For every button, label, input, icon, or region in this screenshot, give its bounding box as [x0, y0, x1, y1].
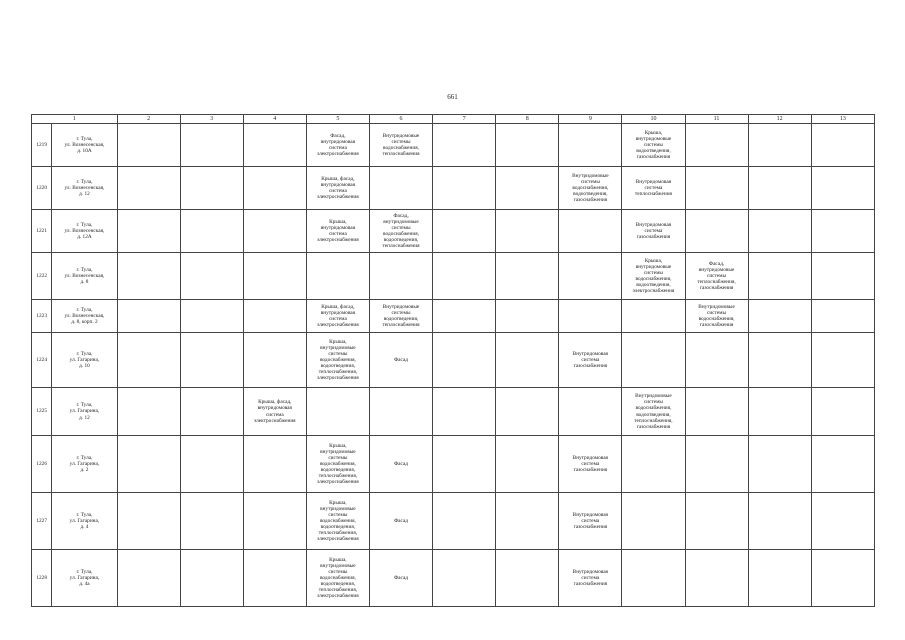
work-cell-col-13	[811, 550, 874, 607]
work-cell-col-7	[433, 300, 496, 333]
work-cell-col-9	[559, 124, 622, 167]
work-cell-col-10	[622, 300, 685, 333]
work-cell-col-8	[496, 436, 559, 493]
work-cell-col-4	[243, 210, 306, 253]
work-cell-col-12	[748, 167, 811, 210]
work-cell-col-8	[496, 253, 559, 300]
work-cell-col-8	[496, 124, 559, 167]
work-cell-col-9: Внутридомовая система газоснабжения	[559, 493, 622, 550]
work-cell-col-11: Внутридомовые системы водоснабжения, газоснабжения	[685, 300, 748, 333]
work-cell-col-12	[748, 550, 811, 607]
work-cell-col-2	[117, 436, 180, 493]
work-cell-col-13	[811, 253, 874, 300]
work-cell-col-8	[496, 333, 559, 388]
row-number: 1225	[32, 388, 52, 436]
work-cell-col-9: Внутридомовые системы водоснабжения, водоотведения, газоснабжения	[559, 167, 622, 210]
work-cell-col-3	[180, 300, 243, 333]
row-number: 1219	[32, 124, 52, 167]
address-cell: г. Тула, ул. Гагарина, д. 4	[52, 493, 117, 550]
address-cell: г. Тула, ул. Гагарина, д. 10	[52, 333, 117, 388]
work-cell-col-5: Крыша, внутридомовые системы водоснабжения, водоотведения, теплоснабжения, электроснабжения	[306, 436, 369, 493]
work-cell-col-13	[811, 124, 874, 167]
work-cell-col-12	[748, 493, 811, 550]
column-header-12: 12	[748, 115, 811, 124]
work-cell-col-2	[117, 493, 180, 550]
work-cell-col-7	[433, 493, 496, 550]
row-number: 1226	[32, 436, 52, 493]
work-cell-col-2	[117, 253, 180, 300]
work-cell-col-2	[117, 300, 180, 333]
work-cell-col-2	[117, 388, 180, 436]
address-cell: г. Тула, ул. Гагарина, д. 4а	[52, 550, 117, 607]
work-cell-col-4	[243, 253, 306, 300]
work-cell-col-10	[622, 333, 685, 388]
address-cell: г. Тула, ул. Гагарина, д. 12	[52, 388, 117, 436]
column-header-4: 4	[243, 115, 306, 124]
address-cell: г. Тула, ул. Вознесенская, д. 12	[52, 167, 117, 210]
work-cell-col-6	[369, 388, 432, 436]
work-cell-col-13	[811, 388, 874, 436]
table-row	[32, 253, 875, 300]
work-cell-col-2	[117, 210, 180, 253]
work-cell-col-4	[243, 550, 306, 607]
work-cell-col-2	[117, 124, 180, 167]
work-cell-col-5: Крыша, внутридомовая система электроснабжения	[306, 210, 369, 253]
work-cell-col-4	[243, 436, 306, 493]
work-cell-col-9: Внутридомовая система газоснабжения	[559, 550, 622, 607]
column-header-2: 2	[117, 115, 180, 124]
work-cell-col-12	[748, 210, 811, 253]
work-cell-col-12	[748, 388, 811, 436]
work-cell-col-6	[369, 167, 432, 210]
column-header-1: 1	[32, 115, 118, 124]
work-cell-col-5: Фасад, внутридомовая система электроснабжения	[306, 124, 369, 167]
work-cell-col-6	[369, 253, 432, 300]
work-cell-col-10: Крыша, внутридомовые системы водоснабжения, водоотведения, электроснабжения	[622, 253, 685, 300]
work-cell-col-7	[433, 550, 496, 607]
work-cell-col-11	[685, 550, 748, 607]
work-cell-col-13	[811, 300, 874, 333]
work-cell-col-8	[496, 210, 559, 253]
work-cell-col-2	[117, 550, 180, 607]
work-cell-col-3	[180, 550, 243, 607]
address-cell: г. Тула, ул. Вознесенская, д. 12А	[52, 210, 117, 253]
work-cell-col-3	[180, 493, 243, 550]
work-cell-col-9	[559, 210, 622, 253]
work-cell-col-11	[685, 167, 748, 210]
work-cell-col-11	[685, 210, 748, 253]
work-cell-col-11	[685, 388, 748, 436]
work-cell-col-12	[748, 300, 811, 333]
column-header-13: 13	[811, 115, 874, 124]
address-cell: г. Тула, ул. Вознесенская, д. 8	[52, 253, 117, 300]
work-cell-col-10	[622, 436, 685, 493]
work-cell-col-7	[433, 210, 496, 253]
work-cell-col-7	[433, 167, 496, 210]
work-cell-col-5	[306, 388, 369, 436]
work-cell-col-9: Внутридомовая система газоснабжения	[559, 436, 622, 493]
work-cell-col-6: Фасад	[369, 436, 432, 493]
table-row	[32, 124, 875, 167]
column-header-3: 3	[180, 115, 243, 124]
work-cell-col-6: Фасад	[369, 333, 432, 388]
work-cell-col-6: Внутридомовые системы водоотведения, теплоснабжения	[369, 300, 432, 333]
work-cell-col-12	[748, 333, 811, 388]
work-cell-col-13	[811, 210, 874, 253]
work-cell-col-4	[243, 493, 306, 550]
table-row	[32, 210, 875, 253]
column-header-8: 8	[496, 115, 559, 124]
work-cell-col-7	[433, 253, 496, 300]
page-number: 661	[447, 93, 458, 101]
work-cell-col-10: Внутридомовые системы водоснабжения, водоотведения, теплоснабжения, газоснабжения	[622, 388, 685, 436]
register-table	[31, 114, 875, 607]
work-cell-col-12	[748, 436, 811, 493]
work-cell-col-8	[496, 300, 559, 333]
work-cell-col-11	[685, 493, 748, 550]
table-row	[32, 388, 875, 436]
work-cell-col-8	[496, 388, 559, 436]
work-cell-col-3	[180, 436, 243, 493]
work-cell-col-11	[685, 436, 748, 493]
work-cell-col-6: Фасад	[369, 550, 432, 607]
work-cell-col-9	[559, 300, 622, 333]
work-cell-col-11	[685, 124, 748, 167]
work-cell-col-8	[496, 167, 559, 210]
header-row	[32, 115, 875, 124]
work-cell-col-8	[496, 550, 559, 607]
column-header-6: 6	[369, 115, 432, 124]
work-cell-col-13	[811, 493, 874, 550]
row-number: 1221	[32, 210, 52, 253]
table-row	[32, 167, 875, 210]
table-row	[32, 550, 875, 607]
work-cell-col-5: Крыша, внутридомовые системы водоснабжения, водоотведения, теплоснабжения, электроснабжения	[306, 493, 369, 550]
work-cell-col-13	[811, 167, 874, 210]
row-number: 1224	[32, 333, 52, 388]
work-cell-col-13	[811, 333, 874, 388]
work-cell-col-7	[433, 333, 496, 388]
column-header-7: 7	[433, 115, 496, 124]
row-number: 1222	[32, 253, 52, 300]
row-number: 1223	[32, 300, 52, 333]
work-cell-col-3	[180, 253, 243, 300]
work-cell-col-8	[496, 493, 559, 550]
address-cell: г. Тула, ул. Вознесенская, д. 8, корп. 2	[52, 300, 117, 333]
table-header	[32, 115, 875, 124]
work-cell-col-10: Крыша, внутридомовые системы водоотведения, газоснабжения	[622, 124, 685, 167]
work-cell-col-6: Фасад	[369, 493, 432, 550]
work-cell-col-2	[117, 167, 180, 210]
work-cell-col-4	[243, 333, 306, 388]
work-cell-col-7	[433, 124, 496, 167]
table-row	[32, 493, 875, 550]
column-header-10: 10	[622, 115, 685, 124]
table-body	[32, 124, 875, 607]
work-cell-col-2	[117, 333, 180, 388]
row-number: 1220	[32, 167, 52, 210]
work-cell-col-3	[180, 167, 243, 210]
address-cell: г. Тула, ул. Вознесенская, д. 10А	[52, 124, 117, 167]
work-cell-col-10: Внутридомовая система газоснабжения	[622, 210, 685, 253]
table-row	[32, 436, 875, 493]
work-cell-col-9	[559, 388, 622, 436]
work-cell-col-12	[748, 253, 811, 300]
work-cell-col-9	[559, 253, 622, 300]
row-number: 1227	[32, 493, 52, 550]
work-cell-col-4	[243, 300, 306, 333]
work-cell-col-3	[180, 388, 243, 436]
work-cell-col-10	[622, 493, 685, 550]
work-cell-col-12	[748, 124, 811, 167]
table-row	[32, 333, 875, 388]
work-cell-col-6: Фасад, внутридомовые системы водоснабжения, водоотведения, теплоснабжения	[369, 210, 432, 253]
work-cell-col-3	[180, 210, 243, 253]
work-cell-col-7	[433, 436, 496, 493]
work-cell-col-4: Крыша, фасад, внутридомовая система электроснабжения	[243, 388, 306, 436]
work-cell-col-4	[243, 167, 306, 210]
work-cell-col-11	[685, 333, 748, 388]
address-cell: г. Тула, ул. Гагарина, д. 2	[52, 436, 117, 493]
work-cell-col-5: Крыша, фасад, внутридомовая система электроснабжения	[306, 167, 369, 210]
work-cell-col-9: Внутридомовая система газоснабжения	[559, 333, 622, 388]
table-row	[32, 300, 875, 333]
work-cell-col-13	[811, 436, 874, 493]
work-cell-col-11: Фасад, внутридомовые системы теплоснабжения, газоснабжения	[685, 253, 748, 300]
column-header-9: 9	[559, 115, 622, 124]
work-cell-col-5: Крыша, внутридомовые системы водоснабжения, водоотведения, теплоснабжения, электроснабжения	[306, 333, 369, 388]
work-cell-col-6: Внутридомовые системы водоснабжения, теплоснабжения	[369, 124, 432, 167]
work-cell-col-3	[180, 333, 243, 388]
work-cell-col-5: Крыша, внутридомовые системы водоснабжения, водоотведения, теплоснабжения, электроснабжения	[306, 550, 369, 607]
column-header-11: 11	[685, 115, 748, 124]
work-cell-col-10: Внутридомовая система теплоснабжения	[622, 167, 685, 210]
row-number: 1228	[32, 550, 52, 607]
work-cell-col-3	[180, 124, 243, 167]
work-cell-col-4	[243, 124, 306, 167]
column-header-5: 5	[306, 115, 369, 124]
work-cell-col-5	[306, 253, 369, 300]
work-cell-col-7	[433, 388, 496, 436]
work-cell-col-5: Крыша, фасад, внутридомовая система электроснабжения	[306, 300, 369, 333]
work-cell-col-10	[622, 550, 685, 607]
